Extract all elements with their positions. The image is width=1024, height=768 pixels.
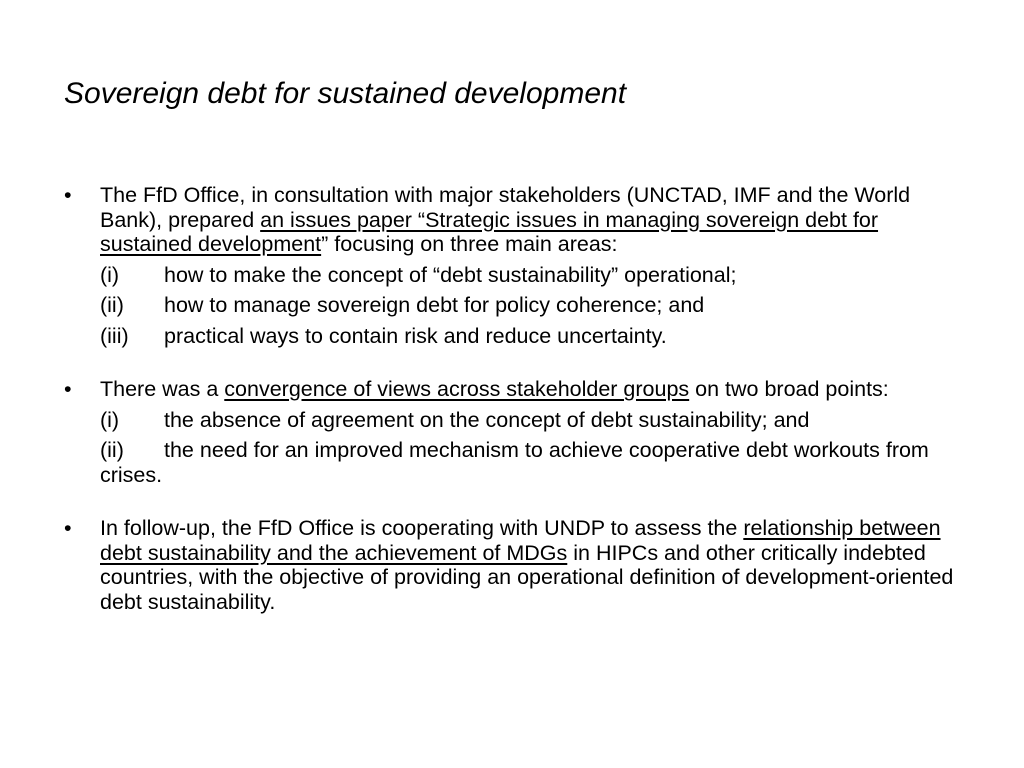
sub-item-text: practical ways to contain risk and reduce uncertainty. <box>164 323 667 348</box>
sub-item <box>100 438 964 487</box>
sub-item-text: how to manage sovereign debt for policy coherence; and <box>164 293 705 317</box>
sub-item-number: (i) <box>100 262 120 287</box>
sub-item <box>100 263 964 288</box>
sub-item-number: (iii) <box>100 323 129 348</box>
bullet-marker: • <box>64 183 72 207</box>
bullet-text-segment: in HIPCs and other critically indebted countries, with the objective of providing an operational definition of development-oriented debt sustainability. <box>100 540 954 614</box>
sub-item-number: (ii) <box>100 293 124 317</box>
bullet-text-segment: on two broad points: <box>689 377 889 401</box>
sub-item-text: the need for an improved mechanism to achieve cooperative debt workouts from crises. <box>100 438 929 487</box>
sub-item-text: the absence of agreement on the concept of debt sustainability; and <box>164 407 810 432</box>
bullet-text <box>100 377 964 402</box>
bullet-marker: • <box>64 516 72 540</box>
bullet-item <box>64 516 964 614</box>
sub-item <box>100 293 964 318</box>
underlined-reference: an issues paper “Strategic issues in managing sovereign debt for sustained development <box>100 207 879 256</box>
bullet-list <box>64 183 964 643</box>
sub-item-number: (i) <box>100 407 120 432</box>
sub-item-number: (ii) <box>100 438 124 462</box>
underlined-reference: relationship between debt sustainability and the achievement of MDGs <box>100 516 941 565</box>
bullet-text-segment: ” focusing on three main areas: <box>321 232 618 256</box>
bullet-text <box>100 516 964 614</box>
bullet-item <box>64 183 964 348</box>
sub-item-text: how to make the concept of “debt sustainability” operational; <box>164 262 737 287</box>
bullet-text-segment: In follow-up, the FfD Office is cooperating with UNDP to assess the <box>100 516 744 540</box>
bullet-item <box>64 377 964 487</box>
bullet-text-segment: There was a <box>100 377 225 401</box>
bullet-marker: • <box>64 377 72 401</box>
underlined-reference: convergence of views across stakeholder groups <box>224 377 690 401</box>
bullet-text-segment: The FfD Office, in consultation with major stakeholders (UNCTAD, IMF and the World Bank), prepared <box>100 183 911 232</box>
sub-item <box>100 324 964 349</box>
sub-item <box>100 408 964 433</box>
bullet-text <box>100 183 964 257</box>
slide-title: Sovereign debt for sustained development <box>64 77 627 110</box>
